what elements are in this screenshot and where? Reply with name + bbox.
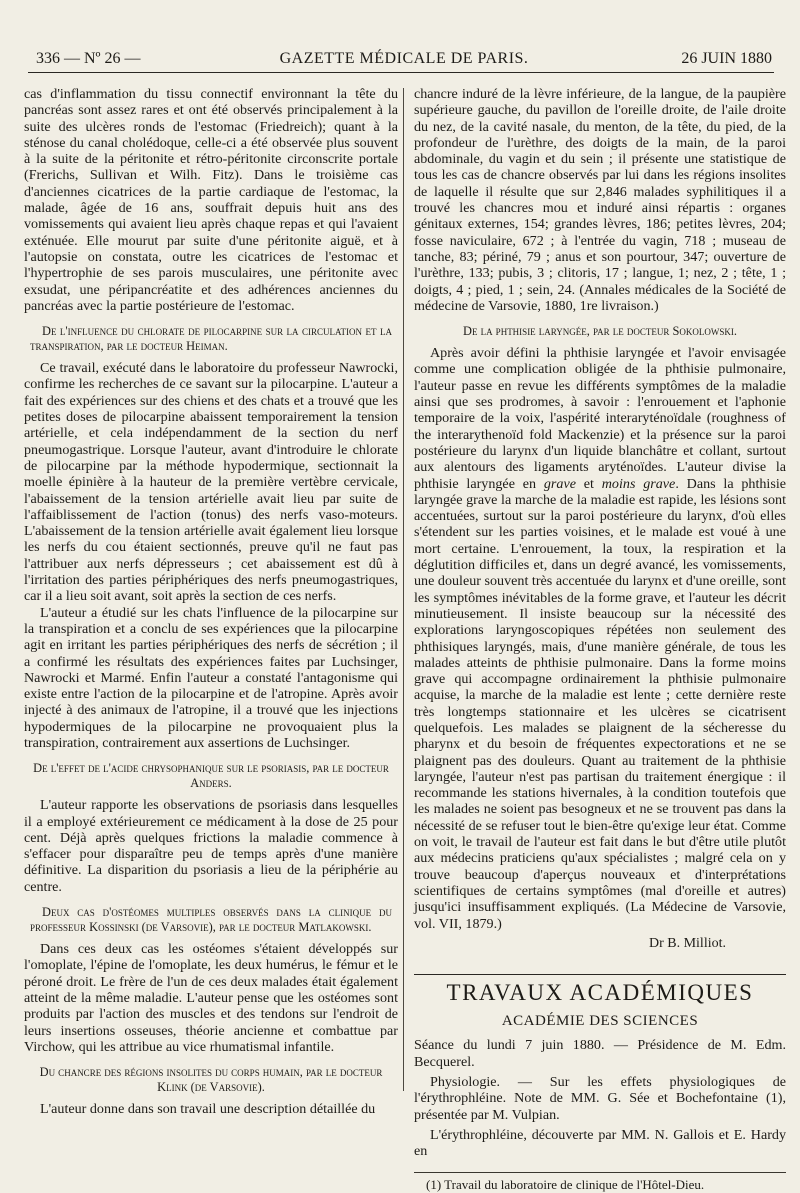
journal-title: GAZETTE MÉDICALE DE PARIS.: [279, 50, 529, 67]
author-signature: Dr B. Milliot.: [648, 935, 726, 951]
left-column: [24, 86, 398, 1117]
footnote: (1) Travail du laboratoire de clinique de l'Hôtel-Dieu.: [426, 1176, 705, 1192]
section-title-pilocarpine: De l'influence du chlorate de pilocarpine sur la circulation et la transpiration, par le docteur Heiman.: [30, 324, 392, 354]
paragraph: Dans ces deux cas les ostéomes s'étaient développés sur l'omoplate, l'épine de l'omoplate, les deux humérus, le fémur et le péroné droit. Le frère de l'un de ces deux malades était également atteint de la même maladie. L'auteur pense que les ostéomes sont produits par l'action des muscles et des tendons sur l'endroit de leurs insertions osseuses, théorie ancienne et combattue par Virchow, qui les attribue au vice rhumatismal infantile.: [24, 941, 398, 1055]
section-title-psoriasis: De l'effet de l'acide chrysophanique sur le psoriasis, par le docteur Anders.: [33, 761, 389, 791]
section-title-phthisie: De la phthisie laryngée, par le docteur Sokolowski.: [463, 324, 737, 339]
paragraph: Après avoir défini la phthisie laryngée et l'avoir envisagée comme une complication obligée de la phthisie pulmonaire, l'auteur passe en revue les différents symptômes de la maladie ainsi que ses prodromes, à savoir : l'enrouement et l'aphonie temporaire de la voix, l'aspérité interaryténoïdale (roughness of the interarythenoïd fold Mackenzie) et la présence sur la paroi postérieure du larynx d'un liquide blanchâtre et collant, surtout aux alentours des ligaments aryténoïdes. L'auteur divise la phthisie laryngée en grave et moins grave. Dans la phthisie laryngée grave la marche de la maladie est rapide, les lésions sont accentuées, surtout sur la paroi postérieure du larynx, d'où elles s'étendent sur les parties voisines, et le malade est voué à une mort certaine. L'enrouement, la toux, la respiration et la déglutition difficiles et, dans un degré avancé, les vomissements, une douleur souvent très accentuée du larynx et d'une oreille, sont les symptômes inévitables de la forme grave, et l'auteur les décrit minutieusement. Il insiste beaucoup sur la nécessité des explorations laryngoscopiques répétées non seulement des phthisiques laryngés, mais, d'une manière générale, de tous les malades atteints de phthisie pulmonaire. Dans la forme moins grave qui accompagne ordinairement la phthisie pulmonaire acquise, la marche de la maladie est lente ; cette dernière reste très longtemps stationnaire et les ulcères se cicatrisent quelquefois. Les malades se plaignent de la sécheresse du pharynx et du besoin de fréquentes expectorations et ne se plaignent pas des douleurs. Quant au traitement de la phthisie laryngée, l'auteur n'est pas partisan du traitement énergique : il recommande les stations hivernales, à la condition toutefois que les malades ne soient pas besogneux et ne se trouvent pas dans la nécessité de se refuser tout le bien-être qu'exige leur état. Comme on voit, le travail de l'auteur est fait dans le but d'être utile plutôt aux médecins praticiens qu'aux spécialistes ; malgré cela on y trouve beaucoup d'aperçus nouveaux et d'interprétations scientifiques de certains symptômes (mal d'oreille et autres) jusqu'ici insuffisamment expliqués. (La Médecine de Varsovie, vol. VII, 1879.): [414, 345, 786, 932]
seance-line: Séance du lundi 7 juin 1880. — Présidence de M. Edm. Becquerel.: [414, 1037, 786, 1070]
page-header: [36, 50, 772, 72]
right-column: [414, 86, 786, 1193]
academy-heading: ACADÉMIE DES SCIENCES: [501, 1013, 699, 1030]
article-continuation: cas d'inflammation du tissu connectif environnant la tête du pancréas sont assez rares et ont été observés principalement à la suite des ulcères ronds de l'estomac (Friedreich); quant à la sténose du canal cholédoque, celle-ci a été observée plus souvent à la suite de la péritonite et rétro-péritonite circonscrite portale (Frerichs, Sullivan et Wilh. Fitz). Dans le troisième cas d'anciennes cicatrices de la partie cardiaque de l'estomac, la malade, âgée de 16 ans, souffrait depuis huit ans des vomissements qui avaient lieu après chaque repas et qui l'avaient exténuée. Elle mourut par suite d'une péritonite aiguë, et à l'autopsie on constata, outre les cicatrices de l'estomac et l'hypertrophie de ses parois musculaires, une péritonite avec exsudat, une péripancréatite et des adhérences anciennes du pancréas avec la partie postérieure de l'estomac.: [24, 86, 398, 314]
page-number: 336 — Nº 26 —: [36, 50, 141, 67]
paragraph: L'auteur a étudié sur les chats l'influence de la pilocarpine sur la transpiration et a conclu de ses expériences que la pilocarpine agit en irritant les parties périphériques des nerfs de sécrétion ; il a confirmé les résultats des expériences faites par Luchsinger, Nawrocki et Marmé. Enfin l'auteur a constaté l'antagonisme qui existe entre l'action de la pilocarpine et de l'atropine. Après avoir injecté à des animaux de l'atropine, il a trouvé que les injections hypodermiques de la pilocarpine ne provoquaient plus la transpiration, contrairement aux assertions de Luchsinger.: [24, 604, 398, 751]
paragraph: L'auteur rapporte les observations de psoriasis dans lesquelles il a employé extérieurement ce médicament à la dose de 25 pour cent. Déjà après quelques frictions la maladie commence à s'effacer pour disparaître peu de temps après d'une manière définitive. La disparition du psoriasis a lieu de la périphérie au centre.: [24, 797, 398, 895]
section-heading-travaux: TRAVAUX ACADÉMIQUES: [414, 974, 786, 1007]
section-title-chancre: Du chancre des régions insolites du corps humain, par le docteur Klink (de Varsovie).: [39, 1065, 383, 1095]
paragraph: Physiologie. — Sur les effets physiologiques de l'érythrophléine. Note de MM. G. Sée et Bochefontaine (1), présentée par M. Vulpian.: [414, 1074, 786, 1123]
paragraph: L'érythrophléine, découverte par MM. N. Gallois et E. Hardy en: [414, 1126, 786, 1160]
article-continuation: chancre induré de la lèvre inférieure, de la langue, de la paupière supérieure gauche, du pavillon de l'oreille droite, de l'aile droite du nez, de la cavité nasale, du menton, de la tête, du pied, de la profondeur de l'urèthre, des doigts de la main, de la paroi abdominale, du vagin et du sein ; il présente une statistique de tous les cas de chancre observés par lui dans les régions insolites de laquelle il résulte que sur 2,846 malades syphilitiques il a trouvé les chancres mou et induré ainsi répartis : organes génitaux externes, 154; grandes lèvres, 186; petites lèvres, 204; fosse naviculaire, 672 ; à l'entrée du vagin, 718 ; museau de tanche, 83; périné, 79 ; anus et son pourtour, 347; ouverture de l'urèthre, 133; pubis, 3 ; clitoris, 17 ; langue, 1; nez, 2 ; tête, 1 ; doigts, 4 ; pied, 1 ; sein, 24. (Annales médicales de la Société de médecine de Varsovie, 1880, 1re livraison.): [414, 86, 786, 314]
paragraph: L'auteur donne dans son travail une description détaillée du: [40, 1101, 376, 1118]
footnote-rule: [414, 1172, 786, 1173]
section-title-osteomes: Deux cas d'ostéomes multiples observés dans la clinique du professeur Kossinski (de Varsovie), par le docteur Matlakowski.: [30, 905, 392, 935]
issue-date: 26 JUIN 1880: [681, 50, 772, 67]
paragraph: Ce travail, exécuté dans le laboratoire du professeur Nawrocki, confirme les recherches de ce savant sur la pilocarpine. L'auteur a fait des expériences sur des chiens et des chats et a trouvé que les petites doses de pilocarpine abaissent temporairement la tension artérielle, et cela indépendamment de la section du nerf pneumogastrique. Lorsque l'auteur, avant d'introduire le chlorate de pilocarpine par la méthode hypodermique, sectionnait la moelle épinière à la hauteur de la première vertèbre cervicale, l'abaissement de la tension artérielle avait lieu par suite de l'affaiblissement de l'action (tonus) des nerfs vaso-moteurs. L'abaissement de la tension artérielle avait également lieu lorsque les nerfs du cou étaient sectionnés, preuve qu'il ne faut pas l'attribuer aux nerfs dépresseurs ; cet abaissement est dû à l'irritation des parties périphériques des nerfs pneumogastriques, car il a lieu soit avant, soit après la section de ces nerfs.: [24, 360, 398, 605]
header-rule: [28, 72, 774, 73]
column-divider: [403, 88, 404, 1091]
